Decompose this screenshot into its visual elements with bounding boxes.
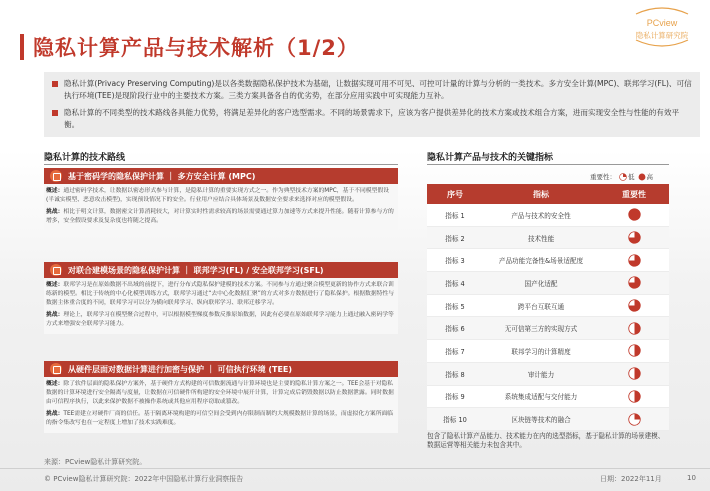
row-importance (599, 413, 669, 426)
overview-text: 联邦学习是在原始数据不出域的前提下，进行分布式隐私保护建模的技术方案。不同参与方通过聚合模型更新的协作方式来联合训练新的模型。相比于传统的中心化模型训练方式，联邦学习通过“去中心化数据汇聚”的方式对多方数据进行了隐私保护。根据数据特性与数据主体重合度的不同，联邦学习可以分为横向联邦学习、纵向联邦学习、联邦迁移学习。 (46, 282, 395, 306)
tech-challenge (46, 311, 396, 329)
overview-label: 概述： (46, 188, 64, 194)
header-id: 序号 (447, 189, 463, 199)
row-indicator: 产品与技术的安全性 (511, 211, 571, 220)
row-importance (599, 299, 669, 312)
table-row (427, 408, 669, 431)
table-note: 包含了隐私计算产品能力、技术能力在内的选型指标，基于隐私计算的场景建模、数据运营等相关能力未包含其中。 (427, 432, 665, 449)
importance-legend (590, 172, 653, 181)
row-indicator: 联邦学习的计算精度 (511, 347, 571, 356)
row-indicator: 区块链等技术的融合 (511, 416, 571, 425)
row-importance (599, 390, 669, 403)
importance-pie-icon (628, 231, 641, 244)
tech-overview (46, 380, 396, 407)
logo-text-brand: PCview (646, 18, 678, 28)
row-indicator: 产品功能完备性&场景适配度 (498, 257, 584, 266)
header-indicator: 指标 (533, 189, 549, 199)
network-icon (50, 264, 62, 276)
importance-pie-icon (628, 367, 641, 380)
overview-label: 概述： (46, 381, 64, 387)
source-note: 来源：PCview隐私计算研究院。 (44, 458, 147, 466)
left-section-heading: 隐私计算的技术路线 (44, 153, 126, 163)
overview-text: 除了软件层面的隐私保护方案外，基于硬件方式构建的可信数据流通与计算环境也是主要的隐私计算方案之一。TEE会基于对隐私数据的计算环境进行安全隔离与度量，让数据在可信硬件所构建的安全环境中展开计算，计算完成后销毁数据以防止数据泄露。同时数据由可信程序执行，以此来保护数据不被操作系统或其他应用程序窃取或篡改。 (46, 381, 394, 405)
logo-text-institute: 隐私计算研究院 (635, 31, 689, 40)
intro-item (52, 107, 692, 131)
tech-body (44, 184, 398, 231)
tech-card-mpc (44, 168, 398, 231)
row-indicator: 无可信第三方的实现方式 (504, 325, 578, 334)
overview-label: 概述： (46, 282, 64, 288)
pie-quarter-icon (619, 173, 627, 181)
intro-item (52, 78, 692, 102)
footer-copyright: © PCview隐私计算研究院：2022年中国隐私计算行业洞察报告 (44, 475, 244, 483)
challenge-text: 理论上，联邦学习在模型聚合过程中，可以根据模型梯度参数反推原始数据，因此有必要在原始联邦学习能力上通过融入密码学等方式来增强安全联邦学习能力。 (46, 312, 394, 327)
challenge-text: TEE需建立对硬件厂商的信任。基于隔离环境构建的可信空间会受到内存限制而制约大规模数据计算的场景，而虚拟化方案所面临的指令集改写也在一定程度上增加了技术实践难度。 (46, 411, 394, 426)
tech-card-tee (44, 361, 398, 433)
tech-body (44, 377, 398, 433)
row-id: 指标 9 (445, 393, 465, 402)
importance-pie-icon (628, 413, 641, 426)
table-row (427, 386, 669, 409)
left-section-divider (44, 164, 398, 165)
importance-pie-icon (628, 299, 641, 312)
row-indicator: 系统集成适配与交付能力 (504, 393, 578, 402)
footer-divider (0, 468, 710, 469)
tech-bar-mpc (44, 168, 398, 184)
row-id: 指标 5 (445, 302, 465, 311)
bullet-icon (52, 81, 58, 87)
title-marker (20, 34, 24, 60)
footer-date: 日期：2022年11月 (600, 475, 662, 483)
row-id: 指标 3 (445, 257, 465, 266)
table-row (427, 363, 669, 386)
importance-pie-icon (628, 322, 641, 335)
pcview-logo (622, 6, 702, 48)
tech-bar-label: 从硬件层面对数据计算进行加密与保护 ｜ 可信执行环境 (TEE) (68, 364, 293, 374)
table-row (427, 295, 669, 318)
overview-text: 通过密码学技术，让数据以密态形式参与计算，是隐私计算的重要实现方式之一。作为典型技术方案的MPC，基于不同模型假设(半诚实模型、恶意攻击模型)，实现预设情况下的安全。行业用户应结合具体场景及数据安全要求来选择对应的模型假设。 (46, 188, 389, 203)
tech-bar-fl (44, 262, 398, 278)
row-importance (599, 276, 669, 289)
table-row (427, 204, 669, 227)
table-body (427, 204, 669, 431)
right-section-heading: 隐私计算产品与技术的关键指标 (427, 153, 554, 163)
table-row (427, 272, 669, 295)
row-id: 指标 4 (445, 279, 465, 288)
row-importance (599, 254, 669, 267)
header-importance: 重要性 (622, 189, 646, 199)
chip-icon (50, 363, 62, 375)
pie-full-icon (638, 173, 646, 181)
importance-pie-icon (628, 390, 641, 403)
row-importance (599, 322, 669, 335)
intro-box (44, 72, 700, 137)
row-importance (599, 231, 669, 244)
importance-pie-icon (628, 208, 641, 221)
legend-low: 低 (628, 173, 635, 181)
page-number: 10 (687, 474, 696, 482)
tech-challenge (46, 208, 396, 226)
challenge-text: 相比于明文计算，数据密文计算消耗较大，对计算实时性需求较高的场景需要通过算力加速等方式来提升性能。随着计算参与方的增多，安全假设要求及复杂度也将随之提高。 (46, 209, 394, 224)
row-id: 指标 1 (445, 211, 465, 220)
row-importance (599, 344, 669, 357)
table-row (427, 340, 669, 363)
row-indicator: 审计能力 (527, 370, 555, 379)
legend-high: 高 (646, 173, 653, 181)
legend-label: 重要性： (590, 173, 616, 181)
table-row (427, 249, 669, 272)
page-title: 隐私计算产品与技术解析（1/2） (33, 36, 359, 60)
importance-pie-icon (628, 276, 641, 289)
tech-bar-label: 对联合建模场景的隐私保护计算 ｜ 联邦学习(FL) / 安全联邦学习(SFL) (68, 265, 324, 275)
row-indicator: 跨平台互联互通 (517, 302, 565, 311)
challenge-label: 挑战： (46, 411, 64, 417)
intro-text: 隐私计算(Privacy Preserving Computing)是以各类数据隐私保护技术为基础，让数据实现可用不可见、可控可计量的计算与分析的一类技术。多方安全计算(MPC)、联邦学习(FL)、可信执行环境(TEE)是现阶段行业中的主要技术方案。三类方案具备各自的优劣势，在部分应用实践中可实现能力互补。 (64, 79, 692, 100)
lock-icon (50, 170, 62, 182)
challenge-label: 挑战： (46, 209, 64, 215)
importance-pie-icon (628, 344, 641, 357)
row-id: 指标 6 (445, 325, 465, 334)
row-importance (599, 367, 669, 380)
tech-card-fl (44, 262, 398, 334)
tech-challenge (46, 410, 396, 428)
table-row (427, 227, 669, 250)
tech-bar-tee (44, 361, 398, 377)
row-id: 指标 8 (445, 370, 465, 379)
row-id: 指标 2 (445, 234, 465, 243)
right-section-divider (427, 164, 669, 165)
tech-bar-label: 基于密码学的隐私保护计算 ｜ 多方安全计算 (MPC) (68, 171, 256, 181)
row-indicator: 技术性能 (527, 234, 555, 243)
title-bar (20, 34, 359, 60)
bullet-icon (52, 110, 58, 116)
row-indicator: 国产化适配 (524, 279, 558, 288)
row-id: 指标 7 (445, 347, 465, 356)
intro-text: 隐私计算的不同类型的技术路线各具能力优势，将满足差异化的客户选型需求。不同的场景需求下，应该为客户提供差异化的技术方案或技术组合方案，进而实现安全性与性能的有效平衡。 (64, 108, 680, 129)
challenge-label: 挑战： (46, 312, 64, 318)
row-importance (599, 208, 669, 221)
tech-body (44, 278, 398, 334)
row-id: 指标 10 (443, 416, 467, 425)
importance-pie-icon (628, 254, 641, 267)
table-row (427, 317, 669, 340)
indicator-table (427, 184, 669, 431)
tech-overview (46, 187, 396, 205)
tech-overview (46, 281, 396, 308)
table-header (427, 184, 669, 204)
